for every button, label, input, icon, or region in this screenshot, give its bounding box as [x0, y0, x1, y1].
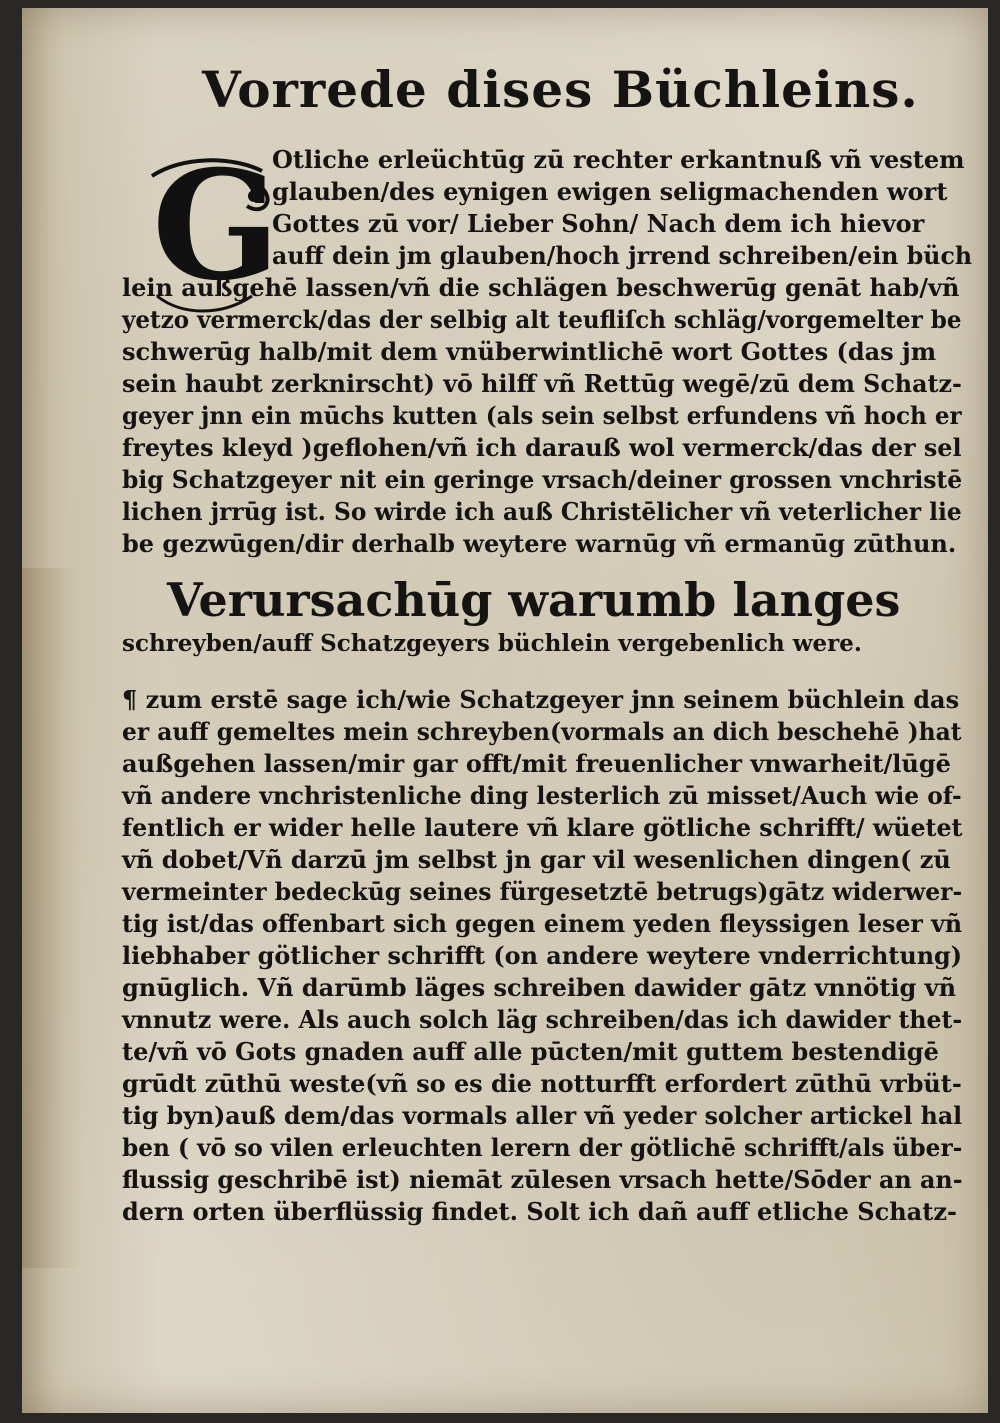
- text-line: liebhaber götlicher schrifft (on andere weytere vnderrichtung): [122, 941, 963, 970]
- text-line: schwerūg halb/mit dem vnüberwintlichē wort Gottes (das jm: [122, 337, 937, 366]
- text-line: Otliche erleüchtūg zū rechter erkantnuß vñ vestem: [272, 145, 965, 174]
- text-line: fentlich er wider helle lautere vñ klare götliche schrifft/ wüetet: [122, 813, 963, 842]
- text-line: grūdt zūthū weste(vñ so es die notturfft erfordert zūthū vrbüt-: [122, 1069, 962, 1098]
- text-line: tig ist/das offenbart sich gegen einem yeden fleyssigen leser vñ: [122, 909, 963, 938]
- text-line: vnnutz were. Als auch solch läg schreiben/das ich dawider thet-: [122, 1005, 963, 1034]
- text-line: lein außgehē lassen/vñ die schlägen beschwerūg genāt hab/vñ: [122, 273, 960, 302]
- text-line: glauben/des eynigen ewigen seligmachenden wort: [272, 177, 948, 206]
- text-line: ben ( vō so vilen erleuchten lerern der götlichē schrifft/als über-: [122, 1133, 963, 1162]
- text-line: te/vñ vō Gots gnaden auff alle pūcten/mit guttem bestendigē: [122, 1037, 939, 1066]
- text-line: yetzo vermerck/das der selbig alt teufliſch schläg/vorgemelter be: [122, 305, 962, 334]
- text-line: vñ dobet/Vñ darzū jm selbst jn gar vil wesenlichen dingen( zū: [122, 845, 951, 874]
- text-line: dern orten überflüssig findet. Solt ich dañ auff etliche Schatz-: [122, 1197, 957, 1226]
- page-title: Vorrede dises Büchleins.: [202, 60, 919, 119]
- text-line: freytes kleyd )geflohen/vñ ich darauß wol vermerck/das der sel: [122, 433, 962, 462]
- text-line: be gezwūgen/dir derhalb weytere warnūg vñ ermanūg zūthun.: [122, 529, 957, 558]
- text-line: gnūglich. Vñ darūmb läges schreiben dawider gātz vnnötig vñ: [122, 973, 957, 1002]
- book-page: [22, 8, 988, 1413]
- text-line: tig byn)auß dem/das vormals aller vñ yeder solcher artickel hal: [122, 1101, 963, 1130]
- text-line: vermeinter bedeckūg seines fürgesetztē betrugs)gātz widerwer-: [122, 877, 963, 906]
- pilcrow-mark: ¶: [122, 685, 138, 714]
- text-line: außgehen lassen/mir gar offt/mit freuenlicher vnwarheit/lūgē: [122, 749, 951, 778]
- text-line: geyer jnn ein mūchs kutten (als sein selbst erfundens vñ hoch er: [122, 401, 962, 430]
- text-line: sein haubt zerknirscht) vō hilff vñ Rettūg wegē/zū dem Schatz-: [122, 369, 962, 398]
- text-line: big Schatzgeyer nit ein geringe vrsach/deiner grossen vnchristē: [122, 465, 963, 494]
- page-stain: [22, 568, 82, 1268]
- text-line: flussig geschribē ist) niemāt zūlesen vrsach hette/Sōder an an-: [122, 1165, 963, 1194]
- text-line: auff dein jm glauben/hoch jrrend schreiben/ein büch: [272, 241, 973, 270]
- text-line: er auff gemeltes mein schreyben(vormals an dich beschehē )hat: [122, 717, 962, 746]
- text-line: [122, 684, 959, 716]
- section-heading-line2: schreyben/auff Schatzgeyers büchlein vergebenlich were.: [122, 630, 862, 657]
- section-heading: Verursachūg warumb langes: [167, 573, 901, 627]
- initial-letter: G: [152, 138, 281, 314]
- text-line-content: zum erstē sage ich/wie Schatzgeyer jnn seinem büchlein das: [145, 685, 960, 714]
- text-line: lichen jrrūg ist. So wirde ich auß Christēlicher vñ veterlicher lie: [122, 497, 962, 526]
- text-line: Gottes zū vor/ Lieber Sohn/ Nach dem ich hievor: [272, 209, 925, 238]
- text-line: vñ andere vnchristenliche ding lesterlich zū misset/Auch wie of-: [122, 781, 962, 810]
